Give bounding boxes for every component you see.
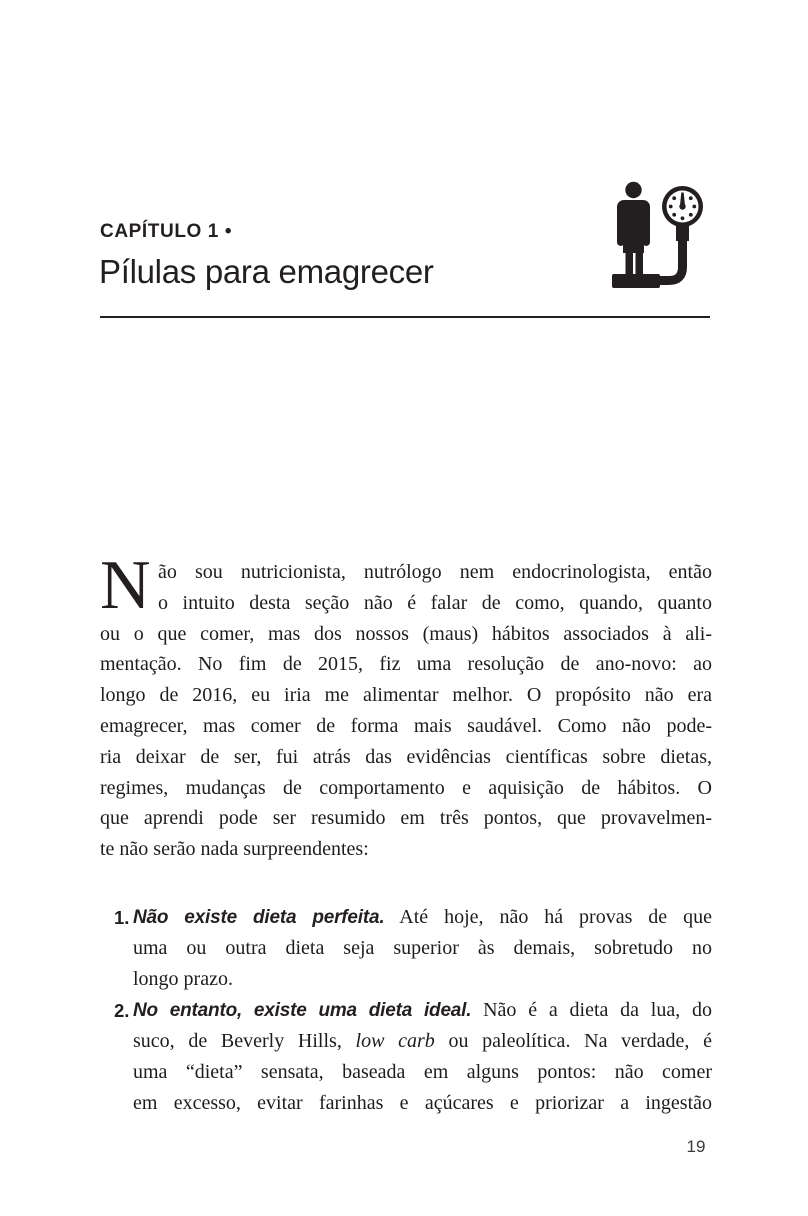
list-line (133, 1026, 712, 1057)
list-line (133, 933, 712, 964)
text-segment-italic: low carb (355, 1030, 435, 1052)
drop-cap: N (100, 547, 151, 624)
list-item-body (133, 902, 712, 995)
text-segment-normal: suco, de Beverly Hills, (133, 1030, 356, 1052)
list-item-body (133, 995, 712, 1119)
list-item-number: 2. (114, 1000, 130, 1021)
paragraph-line: regimes, mudanças de comportamento e aquisição de hábitos. O (100, 776, 712, 799)
paragraph-line: ou o que comer, mas dos nossos (maus) hábitos associados à ali- (100, 622, 712, 645)
list-line (133, 964, 712, 995)
list-line (133, 995, 712, 1026)
paragraph-line: emagrecer, mas comer de forma mais saudável. Como não pode- (100, 714, 712, 737)
header-rule (100, 316, 710, 318)
text-segment-normal: ou paleolítica. Na verdade, é (434, 1030, 712, 1052)
text-segment-normal: Não é a dieta da lua, do (471, 999, 713, 1021)
text-segment-normal: uma “dieta” sensata, baseada em alguns pontos: não comer (133, 1061, 712, 1083)
text-segment-normal: uma ou outra dieta seja superior às demais, sobretudo no (133, 937, 712, 959)
list-line (133, 902, 712, 933)
list-line (133, 1057, 712, 1088)
paragraph-line: que aprendi pode ser resumido em três pontos, que provavelmen- (100, 807, 712, 830)
paragraph-line: o intuito desta seção não é falar de como, quando, quanto (158, 591, 712, 614)
page-number: 19 (686, 1137, 706, 1156)
paragraph-line: te não serão nada surpreendentes: (100, 838, 369, 861)
paragraph-line: longo de 2016, eu iria me alimentar melhor. O propósito não era (100, 684, 712, 707)
list-item (100, 995, 712, 1119)
list-item-number: 1. (114, 907, 130, 928)
paragraph-line: ão sou nutricionista, nutrólogo nem endocrinologista, então (158, 561, 712, 583)
paragraph-line: ria deixar de ser, fui atrás das evidências científicas sobre dietas, (100, 745, 712, 768)
chapter-title: Pílulas para emagrecer (99, 253, 434, 290)
person-on-weight-scale-icon (611, 181, 708, 298)
text-segment-normal: longo prazo. (133, 968, 233, 990)
text-segment-lead: Não existe dieta perfeita. (133, 907, 385, 928)
numbered-list (100, 902, 712, 1119)
text-segment-lead: No entanto, existe uma dieta ideal. (133, 1000, 472, 1021)
list-line (133, 1088, 712, 1119)
paragraph (100, 547, 712, 865)
chapter-label: CAPÍTULO 1 • (100, 221, 233, 242)
list-item (100, 902, 712, 995)
text-segment-normal: Até hoje, não há provas de que (384, 906, 712, 928)
paragraph-lines (100, 547, 712, 865)
text-segment-normal: em excesso, evitar farinhas e açúcares e priorizar a ingestão (133, 1092, 712, 1114)
paragraph-line: mentação. No fim de 2015, fiz uma resolução de ano-novo: ao (100, 653, 712, 676)
